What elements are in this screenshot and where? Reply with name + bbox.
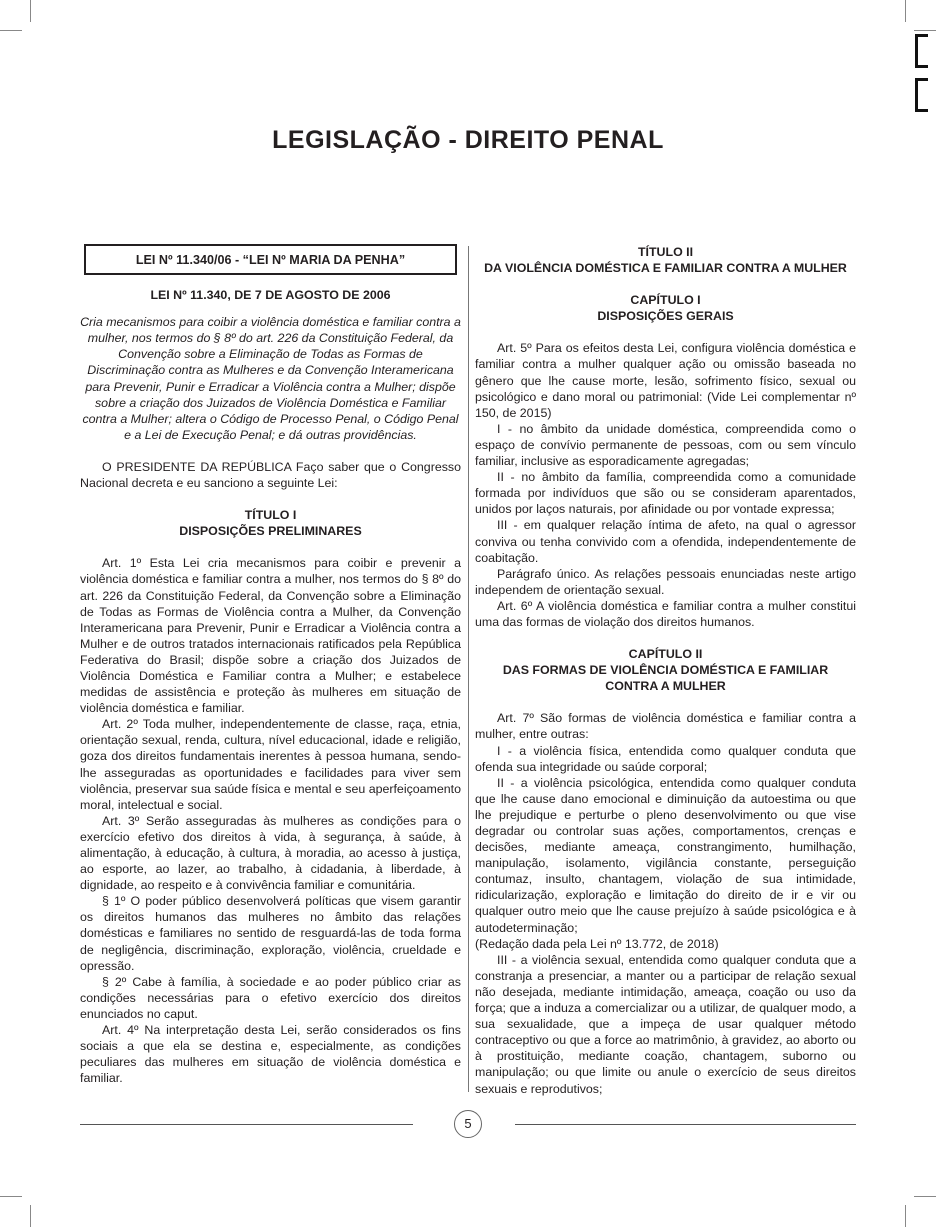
article-paragraph: Art. 3º Serão asseguradas às mulheres as condições para o exercício efetivo dos direitos à vida, à segurança, à saúde, à alimentação, à educação, à cultura, à moradia, ao acesso à justiça, ao esporte, ao lazer, ao trabalho, à cidadania, à liberdade, à dignidade, ao respeito e à convivência familiar e comunitária. [80, 813, 461, 893]
titulo-2-name: DA VIOLÊNCIA DOMÉSTICA E FAMILIAR CONTRA A MULHER [484, 261, 847, 276]
right-column [475, 244, 856, 1097]
crop-mark [905, 0, 906, 22]
article-paragraph: Art. 7º São formas de violência doméstica e familiar contra a mulher, entre outras: [475, 711, 856, 742]
bracket-mark-icon [915, 78, 928, 112]
titulo-2-label: TÍTULO II [637, 245, 694, 259]
article-paragraph: II - a violência psicológica, entendida como qualquer conduta que lhe cause dano emocional e diminuição da autoestima ou que lhe prejudique e perturbe o pleno desenvolvimento ou que vise degradar ou controlar suas ações, comportamentos, crenças e decisões, mediante ameaça, constrangimento, humilhação, manipulação, isolamento, vigilância constante, perseguição contumaz, insulto, chantagem, violação de sua intimidade, ridicularização, exploração e limitação do direito de ir e vir ou qualquer outro meio que lhe cause prejuízo à saúde psicológica e à autodeterminação; [475, 775, 856, 935]
article-paragraph: Art. 2º Toda mulher, independentemente de classe, raça, etnia, orientação sexual, renda, cultura, nível educacional, idade e religião, goza dos direitos fundamentais inerentes à pessoa humana, sendo-lhe asseguradas as oportunidades e facilidades para viver sem violência, preservar sua saúde física e mental e seu aperfeiçoamento moral, intelectual e social. [80, 717, 461, 812]
article-paragraph: II - no âmbito da família, compreendida como a comunidade formada por indivíduos que são ou se consideram aparentados, unidos por laços naturais, por afinidade ou por vontade expressa; [475, 470, 856, 517]
crop-mark [914, 30, 936, 31]
article-paragraph: I - no âmbito da unidade doméstica, compreendida como o espaço de convívio permanente de pessoas, com ou sem vínculo familiar, inclusive as esporadicamente agregadas; [475, 421, 856, 469]
article-paragraph: (Redação dada pela Lei nº 13.772, de 2018) [475, 936, 719, 951]
crop-mark [0, 1196, 22, 1197]
law-title-box: LEI Nº 11.340/06 - “LEI Nº MARIA DA PENHA” [84, 244, 457, 275]
law-summary: Cria mecanismos para coibir a violência doméstica e familiar contra a mulher, nos termos do § 8º do art. 226 da Constituição Federal, da Convenção sobre a Eliminação de Todas as Formas de Discriminação contra as Mulheres e da Convenção Interamericana para Prevenir, Punir e Erradicar a Violência contra a Mulher; dispõe sobre a criação dos Juizados de Violência Doméstica e Familiar contra a Mulher; altera o Código de Processo Penal, o Código Penal e a Lei de Execução Penal; e dá outras providências. [80, 315, 461, 442]
footer-rule-left [80, 1124, 413, 1125]
page-number: 5 [454, 1110, 482, 1138]
article-paragraph: III - em qualquer relação íntima de afeto, na qual o agressor conviva ou tenha convivido com a ofendida, independentemente de coabitação. [475, 518, 856, 565]
law-date-heading: LEI Nº 11.340, DE 7 DE AGOSTO DE 2006 [150, 288, 391, 303]
capitulo-2-label: CAPÍTULO II [628, 647, 703, 662]
article-paragraph: III - a violência sexual, entendida como qualquer conduta que a constranja a presenciar, a manter ou a participar de relação sexual não desejada, mediante intimidação, ameaça, coação ou uso da força; que a induza a comercializar ou a utilizar, de qualquer modo, a sua sexualidade, que a impeça de usar qualquer método contraceptivo ou que a force ao matrimônio, à gravidez, ao aborto ou à prostituição, mediante coação, chantagem, suborno ou manipulação; ou que limite ou anule o exercício de seus direitos sexuais e reprodutivos; [475, 952, 856, 1096]
left-column [80, 244, 461, 1086]
article-paragraph: Art. 5º Para os efeitos desta Lei, configura violência doméstica e familiar contra a mulher qualquer ação ou omissão baseada no gênero que lhe cause morte, lesão, sofrimento físico, sexual ou psicológico e dano moral ou patrimonial: (Vide Lei complementar nº 150, de 2015) [475, 341, 856, 420]
article-paragraph: § 1º O poder público desenvolverá políticas que visem garantir os direitos humanos das mulheres no âmbito das relações domésticas e familiares no sentido de resguardá-las de toda forma de negligência, discriminação, exploração, violência, crueldade e opressão. [80, 894, 461, 973]
column-divider [468, 246, 469, 1092]
footer-rule-right [515, 1124, 856, 1125]
crop-mark [905, 1205, 906, 1227]
article-paragraph: Art. 4º Na interpretação desta Lei, serão considerados os fins sociais a que ela se destina e, especialmente, as condições peculiares das mulheres em situação de violência doméstica e familiar. [80, 1023, 461, 1086]
capitulo-1-label: CAPÍTULO I [630, 293, 701, 308]
bracket-mark-icon [915, 34, 928, 68]
page-title: LEGISLAÇÃO - DIREITO PENAL [272, 126, 664, 154]
intro-paragraph: O PRESIDENTE DA REPÚBLICA Faço saber que o Congresso Nacional decreta e eu sanciono a seguinte Lei: [80, 459, 461, 491]
crop-mark [914, 1196, 936, 1197]
article-paragraph: Art. 1º Esta Lei cria mecanismos para coibir e prevenir a violência doméstica e familiar contra a mulher, nos termos do § 8º do art. 226 da Constituição Federal, da Convenção sobre a Eliminação de Todas as Formas de Violência contra a Mulher, da Convenção Interamericana para Prevenir, Punir e Erradicar a Violência contra a Mulher e de outros tratados internacionais ratificados pela República Federativa do Brasil; dispõe sobre a criação dos Juizados de Violência Doméstica e Familiar contra a Mulher; e estabelece medidas de assistência e proteção às mulheres em situação de violência doméstica e familiar. [80, 556, 461, 716]
capitulo-2-name: DAS FORMAS DE VIOLÊNCIA DOMÉSTICA E FAMILIAR CONTRA A MULHER [502, 663, 829, 694]
titulo-1-name: DISPOSIÇÕES PRELIMINARES [179, 524, 362, 539]
article-paragraph: Parágrafo único. As relações pessoais enunciadas neste artigo independem de orientação sexual. [475, 566, 856, 597]
crop-mark [30, 0, 31, 22]
capitulo-1-name: DISPOSIÇÕES GERAIS [597, 309, 734, 324]
crop-mark [0, 30, 22, 31]
article-paragraph: Art. 6º A violência doméstica e familiar contra a mulher constitui uma das formas de violação dos direitos humanos. [475, 598, 856, 629]
crop-mark [30, 1205, 31, 1227]
article-paragraph: I - a violência física, entendida como qualquer conduta que ofenda sua integridade ou saúde corporal; [475, 743, 856, 774]
titulo-1-label: TÍTULO I [244, 508, 297, 523]
article-paragraph: § 2º Cabe à família, à sociedade e ao poder público criar as condições necessárias para o efetivo exercício dos direitos enunciados no caput. [80, 974, 461, 1021]
